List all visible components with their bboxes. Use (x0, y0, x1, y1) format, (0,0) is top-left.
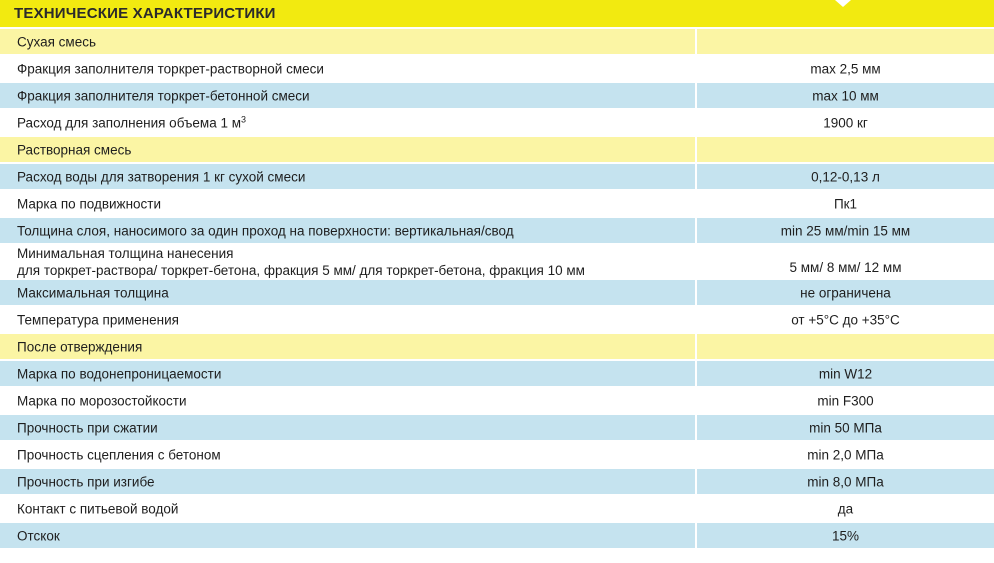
row-value: min 2,0 МПа (807, 447, 884, 462)
row-label-text: Прочность сцепления с бетоном (17, 447, 221, 462)
label-cell (0, 334, 697, 359)
table-row (0, 523, 994, 550)
row-label (17, 446, 221, 463)
row-value: 5 мм/ 8 мм/ 12 мм (789, 260, 902, 275)
row-label-text: Сухая смесь (17, 34, 96, 49)
row-value: Пк1 (833, 196, 858, 211)
section-row (0, 137, 994, 164)
label-cell (0, 245, 697, 278)
section-row (0, 334, 994, 361)
spec-title: ТЕХНИЧЕСКИЕ ХАРАКТЕРИСТИКИ (14, 5, 276, 22)
row-label-text: Прочность при сжатии (17, 420, 158, 435)
section-row (0, 29, 994, 56)
row-label (17, 222, 514, 239)
row-label-text: Отскок (17, 528, 60, 543)
row-label-text: Минимальная толщина нанесения для торкрет-раствора/ торкрет-бетона, фракция 5 мм/ для торкрет-бетона, фракция 10 мм (17, 245, 585, 278)
row-label (17, 284, 169, 301)
label-cell (0, 280, 697, 305)
row-value: min 8,0 МПа (807, 474, 884, 489)
row-label (17, 141, 131, 158)
row-label (17, 527, 60, 544)
table-row (0, 164, 994, 191)
row-label (17, 195, 161, 212)
row-label-text: Расход воды для затворения 1 кг сухой смеси (17, 169, 306, 184)
table-row (0, 442, 994, 469)
row-label-text: После отверждения (17, 339, 143, 354)
table-row (0, 191, 994, 218)
row-label (17, 365, 221, 382)
row-label-text: Температура применения (17, 312, 179, 327)
row-label-text: Марка по водонепроницаемости (17, 366, 222, 381)
row-value: min 25 мм/min 15 мм (780, 223, 911, 238)
table-row (0, 469, 994, 496)
table-row (0, 56, 994, 83)
table-row (0, 496, 994, 523)
row-label (17, 33, 96, 50)
row-label (17, 168, 305, 185)
row-label (17, 60, 324, 77)
row-label-text: Фракция заполнителя торкрет-растворной смеси (17, 61, 324, 76)
chevron-down-icon (835, 0, 851, 7)
label-cell (0, 307, 697, 332)
label-cell (0, 191, 697, 216)
row-label (17, 473, 155, 490)
label-cell (0, 361, 697, 386)
row-label (17, 392, 187, 409)
row-label-text: Растворная смесь (17, 142, 132, 157)
row-value: да (837, 501, 854, 516)
label-cell (0, 496, 697, 521)
table-row (0, 307, 994, 334)
row-label-superscript: 3 (241, 114, 247, 124)
label-cell (0, 110, 697, 135)
row-label (17, 87, 310, 104)
row-label (17, 500, 178, 517)
spec-table (0, 29, 994, 550)
label-cell (0, 29, 697, 54)
row-value: 0,12-0,13 л (811, 169, 880, 184)
spec-header (0, 0, 994, 27)
row-label-text: Расход для заполнения объема 1 м (17, 115, 242, 130)
row-label (17, 419, 158, 436)
row-label-text: Марка по морозостойкости (17, 393, 187, 408)
label-cell (0, 523, 697, 548)
row-label (17, 245, 585, 279)
row-label-text: Контакт с питьевой водой (17, 501, 179, 516)
label-cell (0, 415, 697, 440)
table-row (0, 83, 994, 110)
label-cell (0, 83, 697, 108)
row-value: min F300 (817, 393, 874, 408)
row-value: max 10 мм (812, 88, 879, 103)
row-value: от +5°С до +35°С (791, 312, 900, 327)
row-label (17, 338, 142, 355)
row-label-text: Максимальная толщина (17, 285, 169, 300)
table-row (0, 245, 994, 280)
row-label-text: Прочность при изгибе (17, 474, 155, 489)
row-value: max 2,5 мм (810, 61, 881, 76)
row-value: 1900 кг (823, 115, 868, 130)
label-cell (0, 218, 697, 243)
label-cell (0, 164, 697, 189)
table-row (0, 280, 994, 307)
label-cell (0, 388, 697, 413)
label-cell (0, 442, 697, 467)
table-row (0, 218, 994, 245)
label-cell (0, 137, 697, 162)
label-cell (0, 469, 697, 494)
row-value: min 50 МПа (809, 420, 882, 435)
table-row (0, 361, 994, 388)
row-label-text: Марка по подвижности (17, 196, 162, 211)
row-label (17, 311, 179, 328)
label-cell (0, 56, 697, 81)
row-value: min W12 (818, 366, 873, 381)
row-label-text: Толщина слоя, наносимого за один проход на поверхности: вертикальная/свод (17, 223, 514, 238)
table-row (0, 415, 994, 442)
row-value: 15% (831, 528, 860, 543)
row-value: не ограничена (800, 285, 891, 300)
row-label-text: Фракция заполнителя торкрет-бетонной смеси (17, 88, 310, 103)
row-label (17, 114, 246, 131)
table-row (0, 110, 994, 137)
table-row (0, 388, 994, 415)
